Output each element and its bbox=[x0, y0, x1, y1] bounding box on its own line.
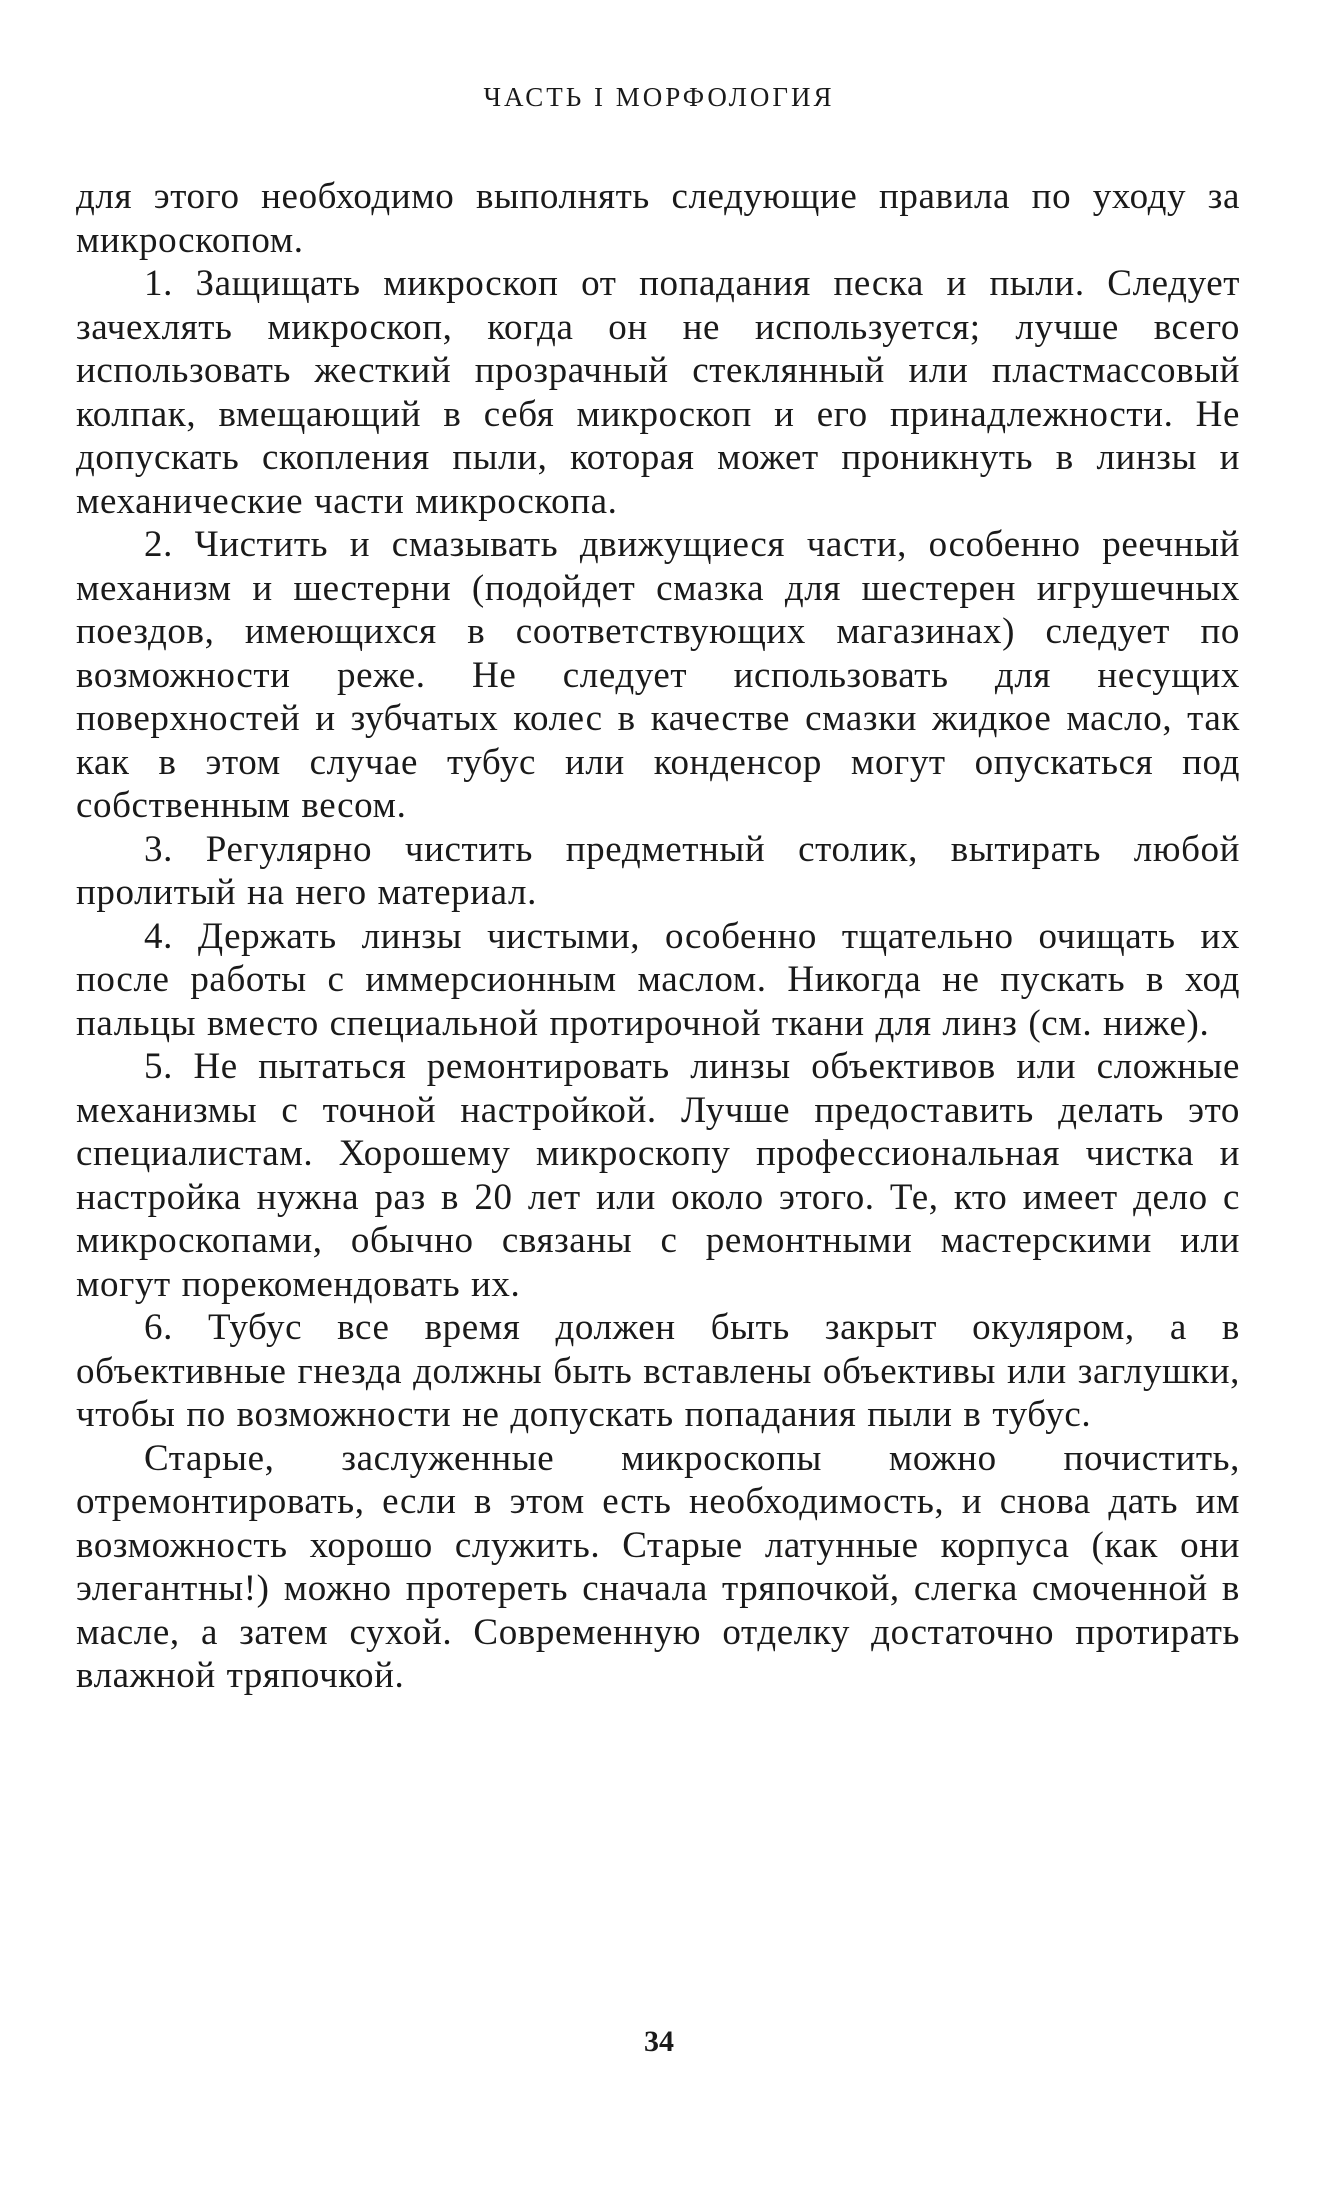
closing-paragraph: Старые, заслуженные микроскопы можно почистить, отремонтировать, если в этом есть необходимость, и снова дать им возможность хорошо служить. Старые латунные корпуса (как они элегантны!) можно протереть сначала тряпочкой, слегка смоченной в масле, а затем сухой. Современную отделку достаточно протирать влажной тряпочкой. bbox=[76, 1437, 1240, 1696]
rule-1-paragraph: 1. Защищать микроскоп от попадания песка и пыли. Следует зачехлять микроскоп, когда он не используется; лучше всего использовать жесткий прозрачный стеклянный или пластмассовый колпак, вмещающий в себя микроскоп и его принадлежности. Не допускать скопления пыли, которая может проникнуть в линзы и механические части микроскопа. bbox=[76, 263, 1240, 522]
running-header: ЧАСТЬ I МОРФОЛОГИЯ bbox=[483, 82, 835, 112]
rule-5-paragraph: 5. Не пытаться ремонтировать линзы объективов или сложные механизмы с точной настройкой. Лучше предоставить делать это специалистам. Хорошему микроскопу профессиональная чистка и настройка нужна раз в 20 лет или около этого. Те, кто имеет дело с микроскопами, обычно связаны с ремонтными мастерскими или могут порекомендовать их. bbox=[76, 1046, 1240, 1305]
rule-3-paragraph: 3. Регулярно чистить предметный столик, вытирать любой пролитый на него материал. bbox=[76, 828, 1240, 913]
page-number: 34 bbox=[644, 2025, 674, 2058]
rule-2-paragraph: 2. Чистить и смазывать движущиеся части, особенно реечный механизм и шестерни (подойдет смазка для шестерен игрушечных поездов, имеющихся в соответствующих магазинах) следует по возможности реже. Не следует использовать для несущих поверхностей и зубчатых колес в качестве смазки жидкое масло, так как в этом случае тубус или конденсор могут опускаться под собственным весом. bbox=[76, 524, 1240, 826]
rule-6-paragraph: 6. Тубус все время должен быть закрыт окуляром, а в объективные гнезда должны быть вставлены объективы или заглушки, чтобы по возможности не допускать попадания пыли в тубус. bbox=[76, 1307, 1240, 1435]
intro-paragraph: для этого необходимо выполнять следующие правила по уходу за микроскопом. bbox=[76, 176, 1240, 261]
rule-4-paragraph: 4. Держать линзы чистыми, особенно тщательно очищать их после работы с иммерсионным маслом. Никогда не пускать в ход пальцы вместо специальной протирочной ткани для линз (см. ниже). bbox=[76, 915, 1240, 1044]
body-text bbox=[76, 175, 1240, 1698]
